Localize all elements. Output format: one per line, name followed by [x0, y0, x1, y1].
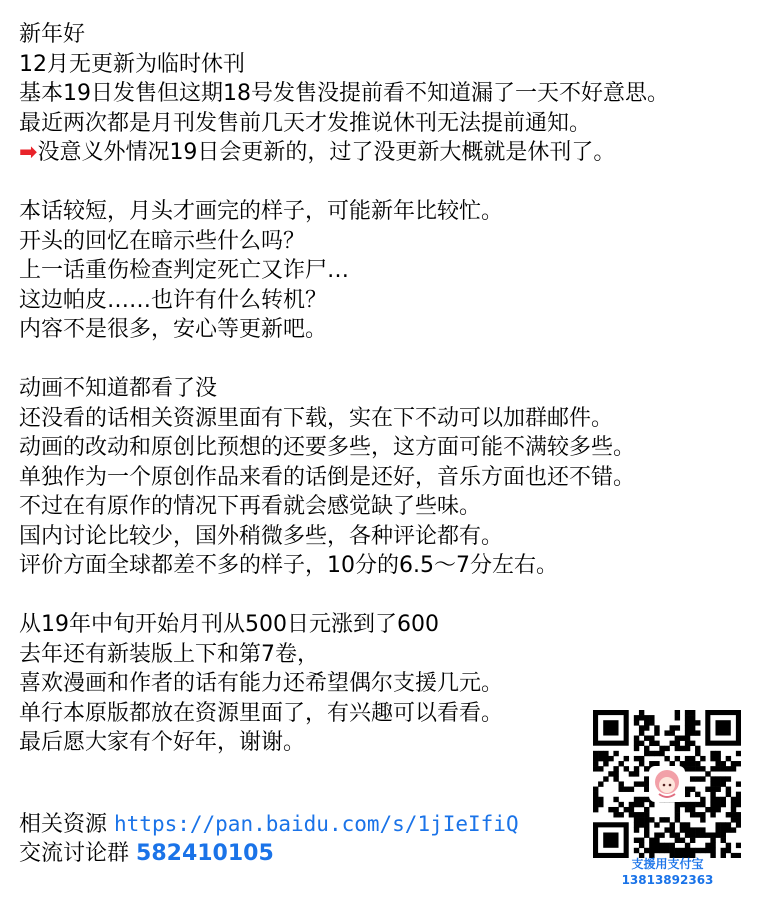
text-line: 本话较短，月头才画完的样子，可能新年比较忙。 — [19, 199, 504, 224]
text-line: 国内讨论比较少，国外稍微多些，各种评论都有。 — [19, 523, 504, 549]
alipay-qr-code-icon — [593, 710, 741, 858]
spacer — [19, 345, 754, 375]
spacer — [19, 168, 754, 198]
spacer — [19, 581, 754, 611]
arrow-line — [19, 138, 754, 168]
text-line: 单独作为一个原创作品来看的话倒是还好，音乐方面也还不错。 — [19, 464, 636, 490]
text-line: 去年还有新装版上下和第7卷， — [19, 641, 319, 667]
qr-caption-title: 支援用支付宝 — [631, 857, 704, 871]
text-line: 上一话重伤检查判定死亡又诈尸… — [19, 258, 350, 283]
group-label: 交流讨论群 — [19, 841, 130, 866]
text-line: 单行本原版都放在资源里面了，有兴趣可以看看。 — [19, 700, 504, 726]
arrow-right-icon: ➡ — [19, 140, 38, 165]
text-line: 不过在有原作的情况下再看就会感觉缺了些味。 — [19, 494, 482, 519]
qr-caption — [585, 856, 750, 888]
resources-row — [19, 810, 579, 839]
resources-link[interactable]: https://pan.baidu.com/s/1jIeIfiQ — [114, 812, 519, 836]
group-row — [19, 839, 579, 868]
notice-text — [19, 20, 754, 758]
group-number[interactable]: 582410105 — [136, 841, 274, 866]
greeting-paragraph — [19, 20, 754, 168]
text-line: 最后愿大家有个好年，谢谢。 — [19, 730, 306, 755]
text-line: 最近两次都是月刊发售前几天才发推说休刊无法提前通知。 — [19, 110, 592, 136]
text-line: 新年好 — [19, 22, 86, 47]
text-line: 喜欢漫画和作者的话有能力还希望偶尔支援几元。 — [19, 671, 504, 696]
text-line: 从19年中旬开始月刊从500日元涨到了600 — [19, 612, 439, 637]
avatar-icon — [649, 766, 685, 802]
text-line: 12月无更新为临时休刊 — [19, 51, 245, 77]
text-line: 评价方面全球都差不多的样子，10分的6.5～7分左右。 — [19, 553, 558, 578]
anime-paragraph — [19, 374, 754, 581]
text-line: 开头的回忆在暗示些什么吗？ — [19, 228, 306, 254]
text-line: 这边帕皮……也许有什么转机？ — [19, 287, 328, 313]
text-line: 内容不是很多，安心等更新吧。 — [19, 317, 328, 342]
resources-label: 相关资源 — [19, 812, 108, 837]
text-line: 动画不知道都看了没 — [19, 376, 218, 401]
text-line: 还没看的话相关资源里面有下载，实在下不动可以加群邮件。 — [19, 405, 614, 431]
text-line: 动画的改动和原创比预想的还要多些，这方面可能不满较多些。 — [19, 435, 636, 460]
qr-caption-number: 13813892363 — [621, 873, 714, 887]
footer-links — [19, 810, 579, 868]
arrow-line-text: 没意义外情况19日会更新的，过了没更新大概就是休刊了。 — [37, 140, 616, 165]
text-line: 基本19日发售但这期18号发售没提前看不知道漏了一天不好意思。 — [19, 81, 669, 106]
chapter-paragraph — [19, 197, 754, 345]
